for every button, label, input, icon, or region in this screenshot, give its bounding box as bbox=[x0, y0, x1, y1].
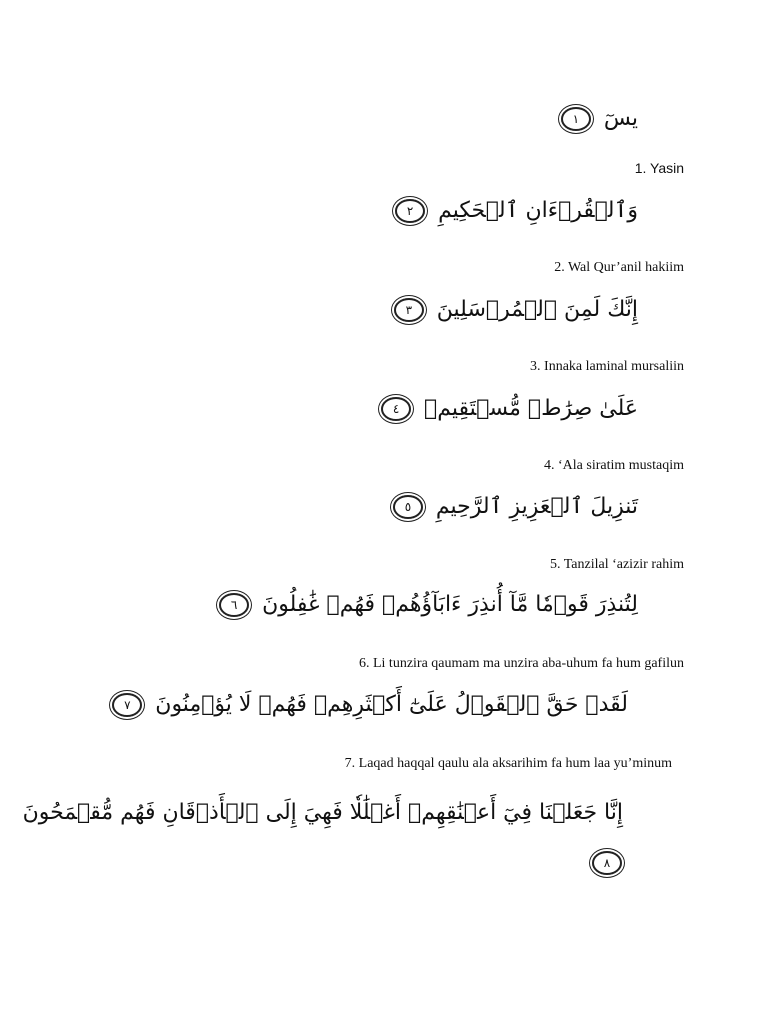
verse-7-arabic bbox=[106, 690, 628, 720]
verse-3-arabic-text: إِنَّكَ لَمِنَ ٱلۡمُرۡسَلِينَ bbox=[436, 297, 638, 322]
verse-6-arabic bbox=[213, 590, 638, 620]
verse-1-arabic-text: يسٓ bbox=[603, 106, 638, 131]
verse-8-marker-line bbox=[586, 848, 628, 878]
verse-5-transliteration: 5. Tanzilal ‘azizir rahim bbox=[549, 557, 684, 572]
verse-4-transliteration: 4. ‘Ala siratim mustaqim bbox=[544, 458, 684, 473]
ayah-marker-4: ٤ bbox=[381, 397, 411, 421]
verse-2-transliteration: 2. Wal Qur’anil hakiim bbox=[554, 260, 684, 275]
ayah-marker-8: ٨ bbox=[592, 851, 622, 875]
verse-1-arabic bbox=[555, 104, 638, 134]
ayah-marker-1: ١ bbox=[561, 107, 591, 131]
ayah-marker-2: ٢ bbox=[395, 199, 425, 223]
verse-2-arabic-text: وَٱلۡقُرۡءَانِ ٱلۡحَكِيمِ bbox=[438, 198, 638, 223]
verse-4-arabic bbox=[375, 394, 638, 424]
verse-5-arabic bbox=[387, 492, 638, 522]
ayah-marker-7: ٧ bbox=[112, 693, 142, 717]
verse-6-arabic-text: لِتُنذِرَ قَوۡمٗا مَّآ أُنذِرَ ءَابَآؤُهُمۡ فَهُمۡ غَٰفِلُونَ bbox=[262, 592, 638, 617]
verse-3-arabic bbox=[388, 295, 638, 325]
verse-1-transliteration: 1. Yasin bbox=[634, 160, 684, 176]
verse-8-arabic bbox=[23, 798, 623, 828]
verse-2-arabic bbox=[389, 196, 638, 226]
verse-5-arabic-text: تَنزِيلَ ٱلۡعَزِيزِ ٱلرَّحِيمِ bbox=[435, 494, 638, 519]
ayah-marker-6: ٦ bbox=[219, 593, 249, 617]
verse-3-transliteration: 3. Innaka laminal mursaliin bbox=[530, 359, 684, 374]
ayah-marker-5: ٥ bbox=[393, 495, 423, 519]
ayah-marker-3: ٣ bbox=[394, 298, 424, 322]
verse-4-arabic-text: عَلَىٰ صِرَٰطٖ مُّسۡتَقِيمٖ bbox=[424, 396, 638, 421]
verse-7-arabic-text: لَقَدۡ حَقَّ ٱلۡقَوۡلُ عَلَىٰٓ أَكۡثَرِهِمۡ فَهُمۡ لَا يُؤۡمِنُونَ bbox=[155, 692, 628, 717]
verse-8-arabic-text: إِنَّا جَعَلۡنَا فِيٓ أَعۡنَٰقِهِمۡ أَغۡلَٰلٗا فَهِيَ إِلَى ٱلۡأَذۡقَانِ فَهُم مُّقۡمَحُونَ bbox=[22, 800, 623, 825]
verse-7-transliteration: 7. Laqad haqqal qaulu ala aksarihim fa hum laa yu’minum bbox=[344, 756, 672, 771]
verse-6-transliteration: 6. Li tunzira qaumam ma unzira aba-uhum fa hum gafilun bbox=[358, 656, 684, 671]
